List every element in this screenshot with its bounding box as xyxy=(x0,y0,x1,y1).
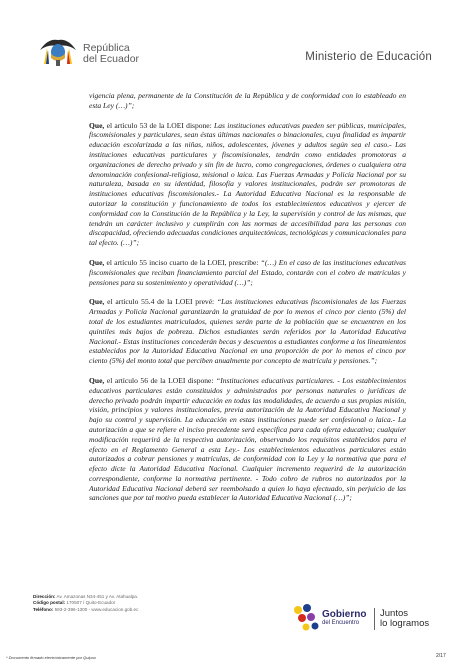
page-footer xyxy=(0,594,474,670)
paragraph-4-quote: “Instituciones educativas particulares. - Los establecimientos educativos particulares están constituidos y administrados por personas naturales o jurídicas de derecho privado podrán impartir educación en todas las modalidades, de acuerdo a sus propias misión, visión, principios y valores institucionales, previa autorización de la Autoridad Educativa Nacional y bajo su control y supervisión. La educación en estas instituciones puede ser confesional o laica.- La autorización a que se refiere el inciso precedente será específica para cada oferta educativa; cualquier modificación requerirá de la respectiva autorización, observando los requisitos establecidos para el efecto en el Reglamento General a esta Ley.- Los establecimientos educativos particulares están autorizados a cobrar pensiones y matrículas, de conformidad con la Ley y la normativa que para el efecto dicte la Autoridad Educativa Nacional. Cualquier incremento requerirá de la autorización correspondiente, conforme la normativa pertinente. - Todo cobro de rubros no autorizados por la Autoridad Educativa Nacional deberá ser reembolsado a quien lo haya efectuado, sin perjuicio de las sanciones que por tal motivo pueda establecer la Autoridad Educativa Nacional (…)”; xyxy=(89,375,406,503)
paragraph-4 xyxy=(89,376,406,503)
gobierno-label: Gobierno xyxy=(322,609,367,620)
slogan xyxy=(380,609,429,629)
paragraph-1-intro: el artículo 53 de la LOEI dispone: xyxy=(104,120,215,130)
paragraph-3-lead: Que, xyxy=(89,297,105,307)
paragraph-4-lead: Que, xyxy=(89,375,105,385)
signature-note: * Documento firmado electrónicamente por Quipux xyxy=(6,655,96,660)
paragraph-2 xyxy=(89,258,406,287)
slogan-line-1: Juntos xyxy=(380,608,408,619)
republic-line-2: del Ecuador xyxy=(83,53,140,65)
footer-divider xyxy=(374,608,375,630)
paragraph-2-intro: el artículo 55 inciso cuarto de la LOEI, prescribe: xyxy=(104,257,261,267)
paragraph-0 xyxy=(89,91,406,111)
paragraph-1-quote: Las instituciones educativas pueden ser públicas, municipales, fiscomisionales y particulares, sean éstas últimas nacionales o binacionales, cuya finalidad es impartir educación escolarizada a las niñas, niños, adolescentes, jóvenes y adultos según sea el caso.- Las instituciones educativas particulares y fiscomisionales, tendrán como entidades promotoras a organizaciones de derecho privado y sin fin de lucro, como congregaciones, órdenes o cualquiera otra denominación confesional-religiosa, misional o laica. Las Fuerzas Armadas y Policía Nacional por su naturaleza, basada en su identidad, filosofía y valores institucionales, podrán ser promotoras de instituciones educativas fiscomisionales.- La Autoridad Educativa Nacional es la responsable de autorizar la constitución y funcionamiento de todos los establecimientos educativos y ejercer de conformidad con la Constitución de la República y la Ley, la supervisión y control de las mismas, que tendrán un carácter inclusivo y cumplirán con las normas de accesibilidad para las personas con discapacidad, ofreciendo adecuadas condiciones arquitectónicas, tecnológicas y comunicacionales para tal efecto. (…)”; xyxy=(89,120,406,248)
slogan-line-2: lo logramos xyxy=(380,618,430,629)
paragraph-1 xyxy=(89,121,406,248)
paragraph-3-quote: “Las instituciones educativas fiscomisionales de las Fuerzas Armadas y Policía Nacional garantizarán la gratuidad de por lo menos el cinco por ciento (5%) del total de los estudiantes matriculados, quienes serán parte de la población que se encuentren en los quintiles más bajos de pobreza. Dichos estudiantes serán referidos por la Autoridad Educativa Nacional.- Estas instituciones concederán becas y descuentos a estudiantes conforme a los lineamientos establecidos por la Autoridad Educativa Nacional en una proporción de por lo menos el cinco por ciento (5%) del monto total que perciben anualmente por concepto de matrícula y pensiones.”; xyxy=(89,297,407,366)
page-header xyxy=(0,0,474,80)
paragraph-2-quote: “(…) En el caso de las instituciones educativas fiscomisionales que reciban financiamiento parcial del Estado, contarán con el cobro de matrículas y pensiones para su sostenimiento y operatividad (…)”; xyxy=(89,257,406,287)
republic-label xyxy=(83,43,139,65)
paragraph-4-intro: el artículo 56 de la LOEI dispone: xyxy=(104,375,217,385)
paragraph-3-intro: el artículo 55.4 de la LOEI prevé: xyxy=(104,297,217,307)
paragraph-3 xyxy=(89,297,406,366)
gobierno-wordmark xyxy=(322,610,366,628)
address-value: Av. Amazonas N34-451 y Av. Atahualpa. xyxy=(55,594,139,599)
paragraph-2-lead: Que, xyxy=(89,257,105,267)
paragraph-1-lead: Que, xyxy=(89,120,105,130)
address-label: Dirección: xyxy=(33,594,56,599)
del-encuentro-label: del Encuentro xyxy=(322,620,360,626)
paragraph-0-quote: vigencia plena, permanente de la Constitución de la República y de conformidad con lo estableado en esta Ley (…)”; xyxy=(89,91,406,110)
page-number: 2/17 xyxy=(436,653,446,659)
phone-line xyxy=(33,607,138,613)
ministry-title: Ministerio de Educación xyxy=(305,51,432,63)
postal-value: 170507 / Quito-Ecuador xyxy=(65,600,116,606)
republic-line-1: República xyxy=(83,42,130,54)
contact-info xyxy=(33,594,138,613)
phone-label: Teléfono: xyxy=(33,606,54,612)
document-body xyxy=(89,91,406,513)
postal-label: Código postal: xyxy=(33,600,66,606)
phone-value: 593-2-396-1300 - www.educacion.gob.ec xyxy=(53,606,139,612)
ecuador-coat-of-arms-logo xyxy=(38,30,78,70)
